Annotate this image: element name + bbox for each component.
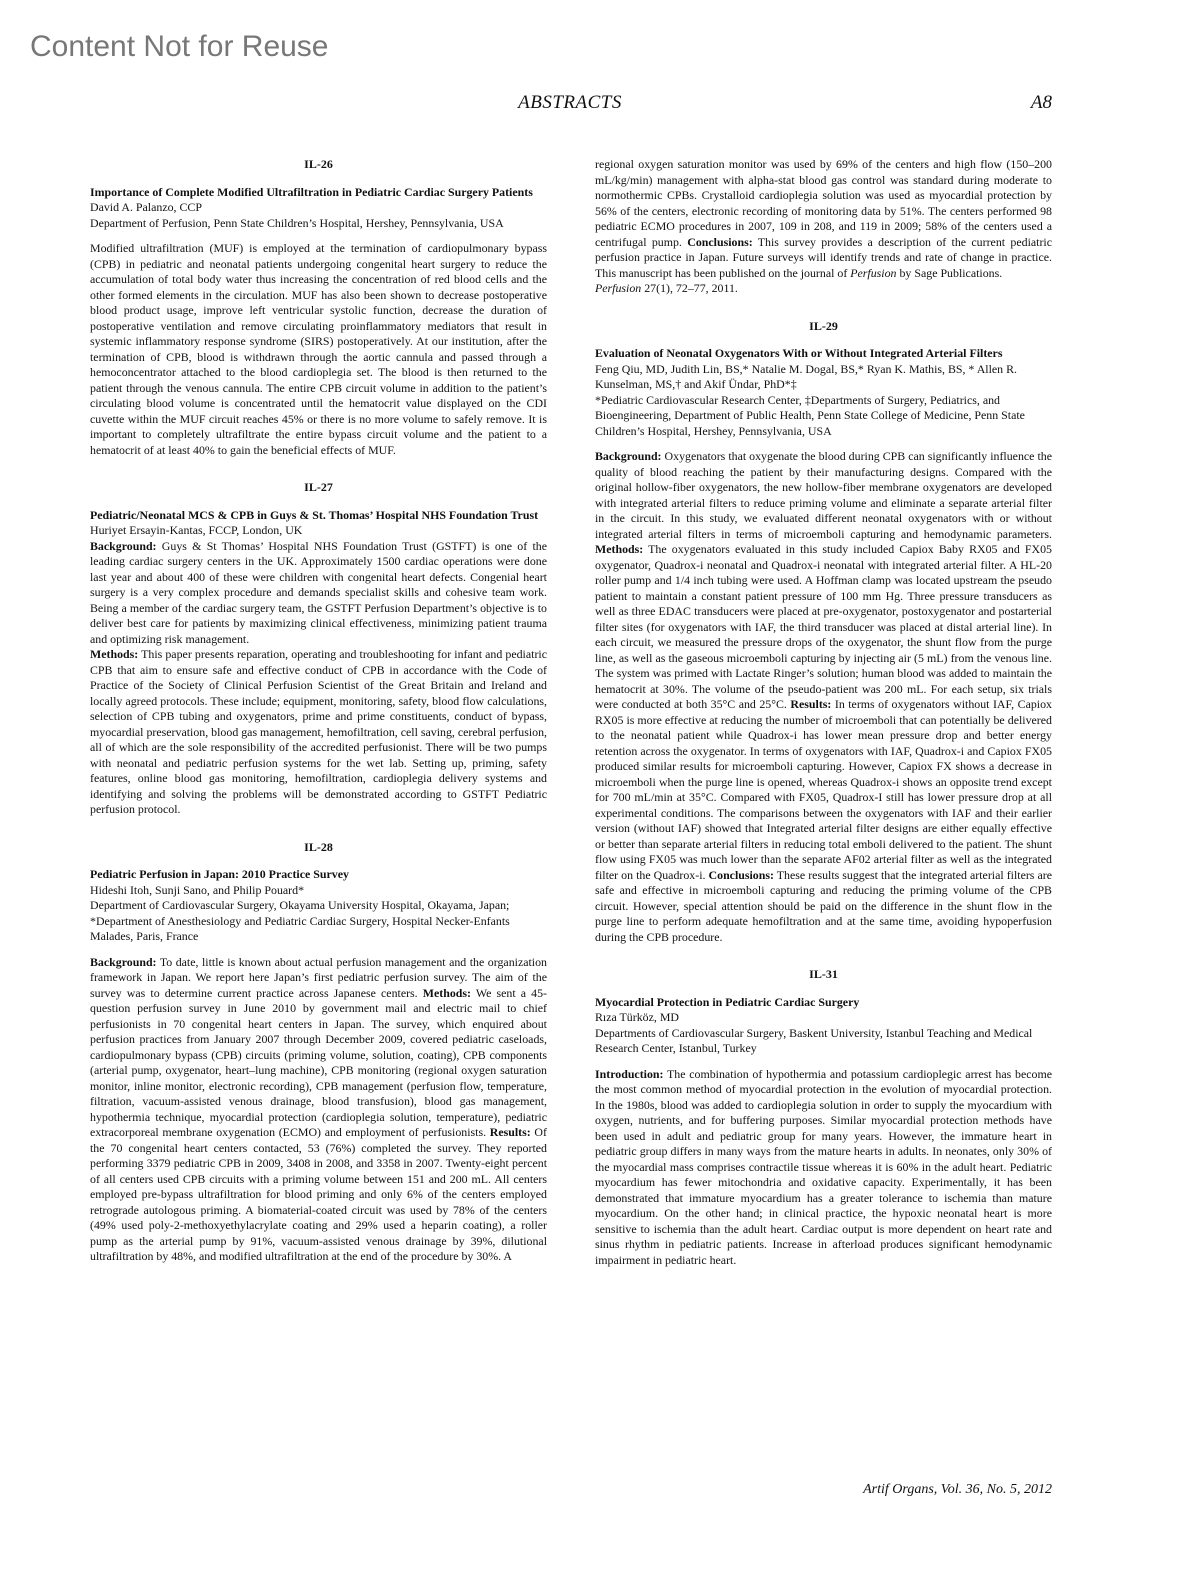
page-number: A8	[1030, 92, 1052, 113]
abstract-affiliation: *Pediatric Cardiovascular Research Center, ‡Departments of Surgery, Pediatrics, and Bioengineering, Department of Public Health, Penn State College of Medicine, Penn State Children’s Hospital, Hershey, Pennsylvania, USA	[595, 392, 1025, 438]
background-label: Background:	[90, 538, 157, 553]
abstract-body	[595, 449, 1052, 945]
abstract-title: Importance of Complete Modified Ultrafiltration in Pediatric Cardiac Surgery Patients	[90, 184, 533, 199]
conclusions-text: This survey provides a description of the current pediatric perfusion practice in Japan. Future surveys will identify trends and rate of change in practice. This manuscript has been published on the journal of	[595, 234, 1053, 280]
abstract-il-27	[90, 480, 547, 818]
journal-footer: Artif Organs, Vol. 36, No. 5, 2012	[863, 1482, 1052, 1497]
conclusions-label: Conclusions:	[687, 234, 753, 249]
right-column	[595, 157, 1052, 1286]
abstract-body: Modified ultrafiltration (MUF) is employed at the termination of cardiopulmonary bypass (CPB) in pediatric and neonatal patients undergoing congenital heart surgery to reduce the accumulation of total body water thus increasing the concentration of red blood cells and the other formed elements in the circulation. MUF has also been shown to decrease postoperative blood product usage, improve left ventricular systolic function, decrease the duration of postoperative ventilation and remove circulating proinflammatory mediators that result in systemic inflammatory response syndrome (SIRS) postoperatively. At our institution, after the termination of CPB, blood is withdrawn through the aortic cannula and passed through a hemoconcentrator attached to the blood cardioplegia set. The blood is then returned to the patient through the venous cannula. The entire CPB circuit volume in addition to the patient’s circulating blood volume is concentrated until the hematocrit value displayed on the CDI cuvette within the MUF circuit reaches 45% or there is no more volume to safely remove. It is important to completely ultrafiltrate the entire bypass circuit volume and the patient to a hematocrit of at least 40% to gain the beneficial effects of MUF.	[90, 241, 547, 457]
abstract-author: David A. Palanzo, CCP	[90, 200, 202, 214]
background-label: Background:	[595, 449, 662, 463]
continuation-text: regional oxygen saturation monitor was used by 69% of the centers and high flow (150–200 mL/kg/min) management with alpha-stat blood gas control was standard during moderate to normothermic CPBs. Crystalloid cardioplegia solution was used as myocardial protection by 56% of the centers, electronic recording of monitoring data by 51%. The centers performed 98 pediatric ECMO procedures in 2007, 109 in 208, and 119 in 2009; 58% of the centers used a centrifugal pump.	[595, 157, 1052, 249]
results-text: Of the 70 congenital heart centers contacted, 53 (76%) completed the survey. They reported performing 3379 pediatric CPB in 2009, 3408 in 2008, and 3358 in 2007. Twenty-eight percent of all centers used CPB circuits with a priming volume between 151 and 200 mL. All centers employed pre-bypass ultrafiltration for blood priming and only 6% of the centers employed retrograde autologous priming. A biomaterial-coated circuit was used by 78% of the centers (49% used poly-2-methoxyethylacrylate coating and 29% used a heparin coating), a roller pump as the arterial pump by 91%, vacuum-assisted venous drainage by 39%, dilutional ultrafiltration by 48%, and modified ultrafiltration at the end of the procedure by 30%. A	[90, 1125, 547, 1263]
abstract-id: IL-28	[304, 839, 333, 854]
background-text: Oxygenators that oxygenate the blood during CPB can significantly influence the quality of blood reaching the patient by their manufacturing designs. Compared with the original hollow-fiber oxygenators, the new hollow-fiber membrane oxygenators are developed with integrated arterial filters to reduce priming volume and eliminate a separate arterial filter in the circuit. In this study, we evaluated different neonatal oxygenators with or without integrated arterial filters in terms of microemboli capturing and hemodynamic parameters.	[595, 449, 1052, 541]
running-head	[0, 92, 1200, 120]
watermark: Content Not for Reuse	[30, 30, 329, 63]
results-text: In terms of oxygenators without IAF, Capiox RX05 is more effective at reducing the number of microemboli that can potentially be delivered to the neonatal patient while Quadrox-i has lower mean pressure drop and better energy retention across the oxygenator. In terms of oxygenators with IAF, Quadrox-i and Capiox FX05 produced similar results for microemboli capturing. However, Capiox FX shows a decrease in microemboli when the purge line is opened, whereas Quadrox-i shows an opposite trend except for 700 mL/min at 35°C. Compared with FX05, Quadrox-I still has lower pressure drop at all experimental conditions. The comparisons between the oxygenators with IAF and their earlier version (without IAF) showed that Integrated arterial filter designs are either equally effective or better than separate arterial filters in reducing total emboli delivered to the patient. The shunt flow using FX05 was much lower than the separate AF02 arterial filter as well as the integrated filter on the Quadrox-i.	[595, 697, 1052, 882]
abstract-affiliation: Department of Cardiovascular Surgery, Okayama University Hospital, Okayama, Japan; *Department of Anesthesiology and Pediatric Cardiac Surgery, Hospital Necker-Enfants Malades, Paris, France	[90, 898, 510, 943]
abstract-id: IL-29	[809, 318, 838, 333]
methods-text: We sent a 45-question perfusion survey in June 2010 by government mail and electric mail to chief perfusionists in 70 congenital heart centers in Japan. The survey, which enquired about perfusion practices from January 2007 through December 2009, covered pediatric caseloads, cardiopulmonary bypass (CPB) circuits (priming volume, solution, coating), CPB components (arterial pump, oxygenator, heart–lung machine), CPB monitoring (regional oxygen saturation monitor, inline monitor, electronic recording), CPB management (perfusion flow, temperature, filtration, vacuum-assisted venous drainage, blood transfusion), blood gas management, hypothermia technique, myocardial protection (cardioplegia solution, temperature), pediatric extracorporeal membrane oxygenation (ECMO) and employment of perfusionists.	[90, 985, 548, 1139]
background-label: Background:	[90, 954, 157, 969]
methods-label: Methods:	[90, 647, 139, 661]
citation-journal: Perfusion	[595, 281, 642, 295]
abstract-id: IL-31	[809, 967, 838, 981]
conclusions-text: These results suggest that the integrated arterial filters are safe and effective in microemboli capturing and reducing the priming volume of the CPB circuit. However, special attention should be paid on the difference in the shunt flow in the purge line to perform adequate hemofiltration and at the same time, avoiding hypoperfusion during the CPB procedure.	[595, 867, 1052, 944]
abstract-title: Pediatric Perfusion in Japan: 2010 Practice Survey	[90, 867, 349, 881]
background-text: Guys & St Thomas’ Hospital NHS Foundation Trust (GSTFT) is one of the leading cardiac surgery centers in the UK. Approximately 1500 cardiac operations were done last year and about 400 of these were children with congenital heart defects. Congenial heart surgery is a very complex procedure and demands specialist skills and cohesive team work. Being a member of the cardiac surgery team, the GSTFT Perfusion Department’s objective is to deliver best care for patients by maximizing clinical effectiveness, minimizing patient trauma and optimizing risk management.	[90, 538, 547, 646]
abstract-il-28	[90, 840, 547, 1265]
introduction-text: The combination of hypothermia and potassium cardioplegic arrest has become the most common method of myocardial protection in the evolution of myocardial protection. In the 1980s, blood was added to cardioplegia solution in order to supply the myocardium with oxygen, nutrients, and for buffering purposes. Similar myocardial protection methods have been used in adult and pediatric group for many years. However, the immature heart in pediatric group differs in many ways from the mature hearts in adults. In neonates, only 30% of the myocardial mass comprises contractile tissue whereas it is 60% in the adult heart. Pediatric myocardium has fewer mitochondria and oxidative capacity. Experimentally, it has been demonstrated that immature myocardium has a greater tolerance to ischemia than mature myocardium. On the other hand; in clinical practice, the hypoxic neonatal heart is more sensitive to ischemia than the adult heart. Cardiac output is more dependent on heart rate and sinus rhythm in pediatric patients. Increase in afterload produces significant hemodynamic impairment in pediatric heart.	[595, 1066, 1052, 1267]
citation-details: 27(1), 72–77, 2011.	[641, 281, 738, 295]
abstract-body	[90, 955, 547, 1265]
abstract-il-28-continued	[595, 157, 1052, 297]
abstract-methods	[90, 647, 547, 818]
abstract-author: Hideshi Itoh, Sunji Sano, and Philip Pouard*	[90, 882, 305, 897]
left-column	[90, 157, 547, 1283]
abstract-il-31	[595, 967, 1052, 1268]
abstract-authors: Feng Qiu, MD, Judith Lin, BS,* Natalie M. Dogal, BS,* Ryan K. Mathis, BS, * Allen R. Kunselman, MS,† and Akif Ündar, PhD*‡	[595, 361, 1017, 391]
abstract-title: Myocardial Protection in Pediatric Cardiac Surgery	[595, 994, 860, 1009]
running-head-title: ABSTRACTS	[518, 92, 622, 113]
abstract-id: IL-26	[304, 157, 333, 171]
abstract-title: Evaluation of Neonatal Oxygenators With or Without Integrated Arterial Filters	[595, 346, 1003, 360]
conclusions-end: by Sage Publications.	[896, 265, 1003, 280]
background-text: To date, little is known about actual perfusion management and the organization framework in Japan. We report here Japan’s first pediatric perfusion survey. The aim of the survey was to determine current practice across Japanese centers.	[90, 954, 547, 1000]
abstract-body	[595, 1067, 1052, 1269]
abstract-affiliation: Departments of Cardiovascular Surgery, Baskent University, Istanbul Teaching and Medical Research Center, Istanbul, Turkey	[595, 1025, 1033, 1055]
abstract-title: Pediatric/Neonatal MCS & CPB in Guys & St. Thomas’ Hospital NHS Foundation Trust	[90, 507, 539, 522]
conclusions-label: Conclusions:	[708, 867, 774, 882]
abstract-affiliation: Department of Perfusion, Penn State Children’s Hospital, Hershey, Pennsylvania, USA	[90, 215, 504, 230]
results-label: Results:	[790, 697, 832, 711]
journal-name: Perfusion	[850, 265, 897, 280]
abstract-author: Rıza Türköz, MD	[595, 1010, 679, 1024]
methods-text: The oxygenators evaluated in this study included Capiox Baby RX05 and FX05 oxygenator, Quadrox-i neonatal and Quadrox-i neonatal with integrated arterial filter. A HL-20 roller pump and 1/4 inch tubing were used. A Hoffman clamp was located upstream the pseudo patient to maintain a constant patient pressure of 100 mm Hg. Three pressure transducers as well as three EDAC transducers were placed at pre-oxygenator, postoxygenator and postarterial filter sites (for oxygenators with IAF, the third transducer was placed at distal arterial line). In each circuit, we measured the pressure drops of the oxygenator, the shunt flow from the purge line, as well as the gaseous microemboli capturing by injecting air (5 mL) from the venous line. The system was primed with Lactate Ringer’s solution; human blood was added to maintain the hematocrit at 30%. The volume of the pseudo-patient was 200 mL. For each setup, six trials were conducted at both 35°C and 25°C.	[595, 542, 1052, 711]
results-label: Results:	[489, 1125, 531, 1139]
abstract-author: Huriyet Ersayin-Kantas, FCCP, London, UK	[90, 523, 303, 537]
citation	[595, 281, 1052, 297]
abstract-il-26	[90, 157, 547, 458]
abstract-id: IL-27	[304, 480, 333, 494]
methods-label: Methods:	[595, 542, 644, 556]
introduction-label: Introduction:	[595, 1066, 664, 1081]
abstract-background	[90, 539, 547, 648]
abstract-il-29	[595, 319, 1052, 946]
methods-label: Methods:	[422, 985, 471, 1000]
abstract-body-continued	[595, 157, 1052, 281]
methods-text: This paper presents reparation, operating and troubleshooting for infant and pediatric CPB that aim to ensure safe and effective conduct of CPB in accordance with the Code of Practice of the Society of Clinical Perfusion Scientist of the Great Britain and Ireland and locally agreed protocols. These include; equipment, monitoring, safety, blood flow calculations, selection of CPB tubing and oxygenators, prime and prime constituents, conduct of bypass, myocardial preservation, blood gas management, hemofiltration, cell saving, cerebral perfusion, all of which are the sole responsibility of the accredited perfusionist. There will be two pumps with neonatal and pediatric perfusion systems for the wet lab. Setting up, priming, safety features, online blood gas monitoring, hemofiltration, cardioplegia delivery systems and identifying and solving the problems will be demonstrated according to GSTFT Pediatric perfusion protocol.	[90, 647, 547, 816]
